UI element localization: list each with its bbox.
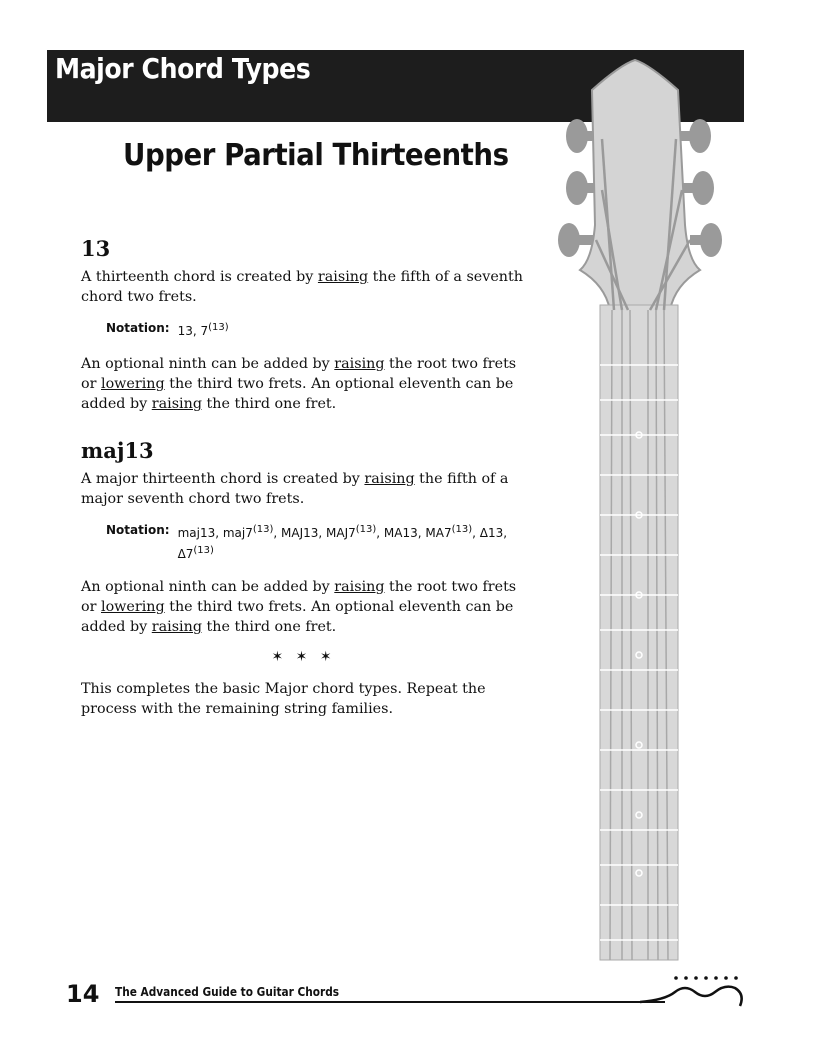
- text: the fifth of a seventh chord two frets.: [81, 269, 523, 305]
- section-heading: 13: [81, 236, 111, 261]
- text: maj13, maj7: [177, 526, 253, 540]
- underlined-term: raising: [151, 396, 202, 412]
- text: the third two frets. An optional eleventh can be added by: [81, 376, 514, 412]
- text: the third one fret.: [201, 396, 337, 412]
- underlined-term: lowering: [101, 376, 165, 392]
- text: 13, 7: [177, 324, 209, 338]
- underlined-term: raising: [334, 579, 385, 595]
- footer-rule: [115, 1001, 665, 1003]
- header-title: Major Chord Types: [55, 52, 311, 85]
- section-13: [81, 236, 526, 414]
- superscript: (13): [208, 322, 229, 333]
- notation-line: [106, 319, 526, 340]
- notation-values: [178, 521, 526, 563]
- underlined-term: lowering: [101, 599, 165, 615]
- text: , Δ13, Δ7: [177, 526, 508, 561]
- section-heading: maj13: [81, 438, 154, 463]
- definition-paragraph: [81, 469, 526, 509]
- underlined-term: raising: [151, 619, 202, 635]
- definition-paragraph: [81, 267, 526, 307]
- superscript: (13): [193, 545, 214, 556]
- text: An optional ninth can be added by: [81, 579, 335, 595]
- text: the root two frets or: [81, 579, 517, 615]
- notation-label: Notation:: [106, 321, 170, 335]
- text: , MAJ13, MAJ7: [273, 526, 356, 540]
- section-maj13: [81, 438, 526, 637]
- text: the third two frets. An optional eleventh can be added by: [81, 599, 514, 635]
- superscript: (13): [451, 524, 473, 535]
- underlined-term: raising: [334, 356, 385, 372]
- guitar-squiggle-icon: [640, 970, 750, 1015]
- notation-line: [106, 521, 526, 563]
- superscript: (13): [252, 524, 274, 535]
- text: the fifth of a major seventh chord two frets.: [81, 471, 509, 507]
- section-separator: ✶ ✶ ✶: [271, 649, 336, 665]
- notation-values: [178, 319, 229, 340]
- text: the third one fret.: [201, 619, 337, 635]
- headstock-shape: [580, 60, 700, 310]
- superscript: (13): [355, 524, 377, 535]
- page-title: Upper Partial Thirteenths: [123, 138, 509, 173]
- optional-paragraph: [81, 577, 526, 637]
- notation-label: Notation:: [106, 523, 170, 537]
- optional-paragraph: [81, 354, 526, 414]
- underlined-term: raising: [364, 471, 415, 487]
- text: An optional ninth can be added by: [81, 356, 335, 372]
- closing-paragraph: This completes the basic Major chord types. Repeat the process with the remaining string families.: [81, 681, 486, 717]
- text: the root two frets or: [81, 356, 517, 392]
- underlined-term: raising: [317, 269, 369, 285]
- text: A thirteenth chord is created by: [81, 269, 318, 285]
- page-number: 14: [66, 980, 100, 1008]
- text: A major thirteenth chord is created by: [81, 471, 365, 487]
- text: , MA13, MA7: [376, 526, 452, 540]
- main-content: [81, 236, 526, 731]
- guitar-neck-illustration: [550, 55, 730, 965]
- book-title: The Advanced Guide to Guitar Chords: [115, 985, 340, 999]
